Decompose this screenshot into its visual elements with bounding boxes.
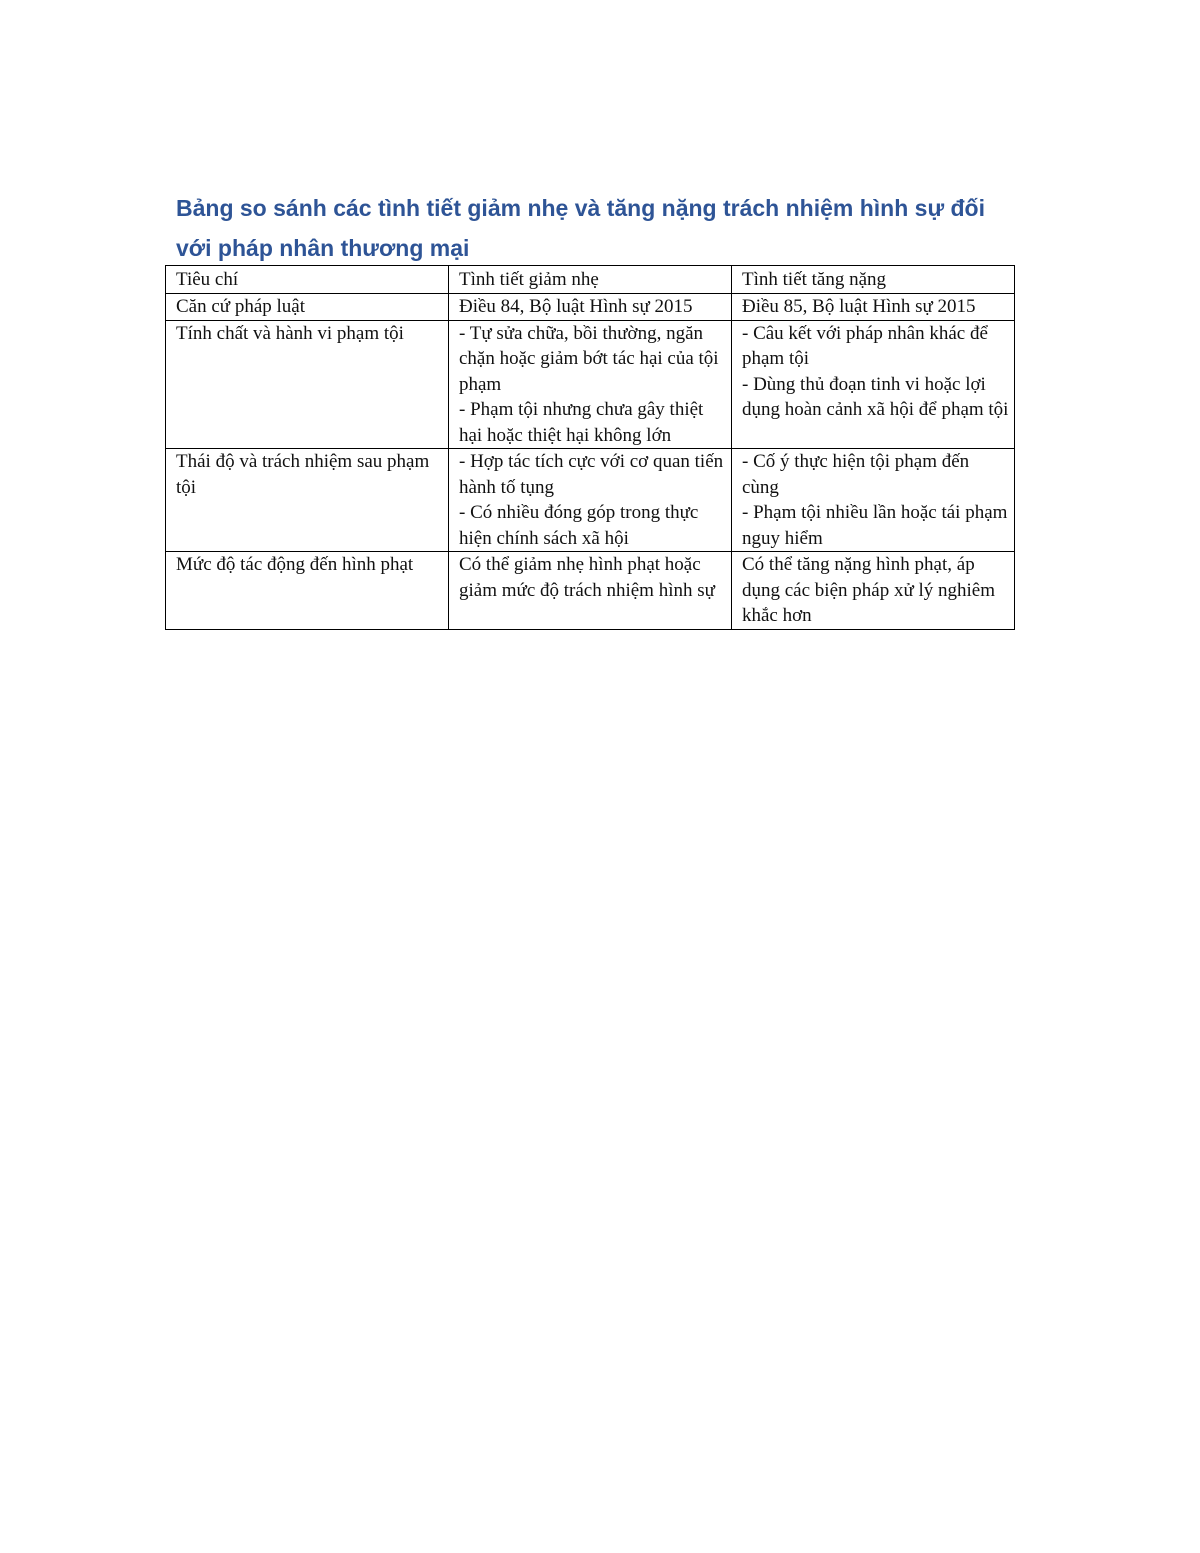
cell-aggravating: [732, 294, 1015, 321]
cell-line: - Hợp tác tích cực với cơ quan tiến hành tố tụng: [459, 451, 724, 498]
cell-criterion: Căn cứ pháp luật: [166, 294, 449, 321]
header-criterion: Tiêu chí: [166, 266, 449, 294]
header-aggravating: Tình tiết tăng nặng: [732, 266, 1015, 294]
table-header-row: [166, 266, 1015, 294]
cell-line: - Phạm tội nhưng chưa gây thiệt hại hoặc thiệt hại không lớn: [459, 399, 704, 446]
cell-mitigating: [449, 320, 732, 449]
cell-line: Có thể tăng nặng hình phạt, áp dụng các biện pháp xử lý nghiêm khắc hơn: [742, 554, 996, 626]
table-header: [166, 266, 1015, 294]
cell-mitigating: [449, 552, 732, 630]
table-row: [166, 320, 1015, 449]
cell-criterion: Tính chất và hành vi phạm tội: [166, 320, 449, 449]
cell-criterion: Mức độ tác động đến hình phạt: [166, 552, 449, 630]
cell-mitigating: [449, 294, 732, 321]
cell-line: Điều 85, Bộ luật Hình sự 2015: [742, 296, 976, 317]
cell-line: - Phạm tội nhiều lần hoặc tái phạm nguy hiểm: [742, 502, 1008, 549]
table-row: [166, 294, 1015, 321]
table-body: [166, 294, 1015, 630]
cell-line: - Có nhiều đóng góp trong thực hiện chính sách xã hội: [459, 502, 699, 549]
cell-criterion: Thái độ và trách nhiệm sau phạm tội: [166, 449, 449, 552]
cell-aggravating: [732, 552, 1015, 630]
cell-line: - Câu kết với pháp nhân khác để phạm tội: [742, 322, 988, 369]
document-title: Bảng so sánh các tình tiết giảm nhẹ và tăng nặng trách nhiệm hình sự đối với pháp nhân thương mại: [176, 195, 985, 261]
table-row: [166, 449, 1015, 552]
comparison-table: [165, 265, 1015, 630]
header-mitigating: Tình tiết giảm nhẹ: [449, 266, 732, 294]
cell-line: - Dùng thủ đoạn tinh vi hoặc lợi dụng hoàn cảnh xã hội để phạm tội: [742, 373, 1009, 420]
cell-line: Điều 84, Bộ luật Hình sự 2015: [459, 296, 693, 317]
cell-line: - Cố ý thực hiện tội phạm đến cùng: [742, 451, 970, 498]
cell-line: Có thể giảm nhẹ hình phạt hoặc giảm mức độ trách nhiệm hình sự: [459, 554, 715, 601]
cell-aggravating: [732, 320, 1015, 449]
cell-mitigating: [449, 449, 732, 552]
cell-line: - Tự sửa chữa, bồi thường, ngăn chặn hoặc giảm bớt tác hại của tội phạm: [459, 322, 719, 395]
cell-aggravating: [732, 449, 1015, 552]
table-row: [166, 552, 1015, 630]
